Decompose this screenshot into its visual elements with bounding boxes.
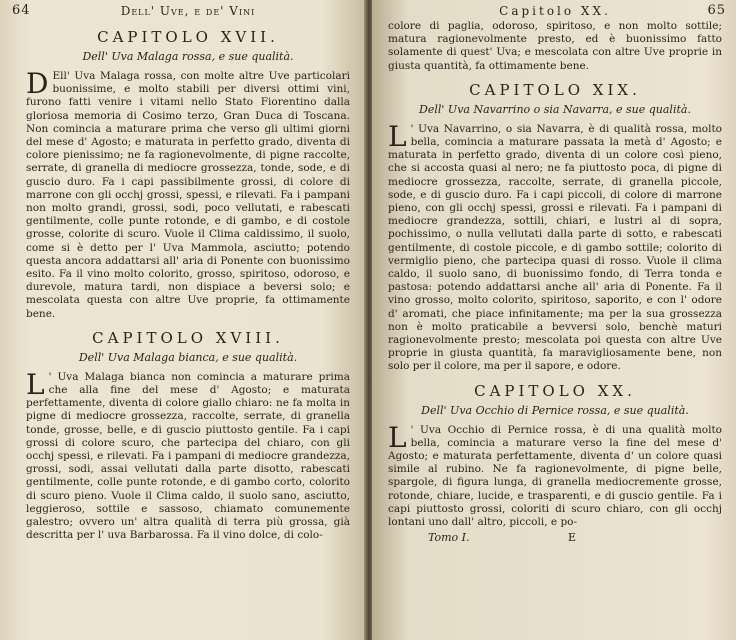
running-head xyxy=(12,2,350,20)
running-head xyxy=(388,2,726,20)
drop-cap: D xyxy=(26,67,49,100)
chapter-subtitle: Dell' Uva Navarrino o sia Navarra, e sue qualità. xyxy=(419,102,691,116)
chapter-text: Ell' Uva Malaga rossa, con molte altre Uve particolari buonissime, e molto stabili per diversi ottimi vini, furono fatti venire i vitami nello Stato Fiorentino dalla gloriosa memoria di Cosimo terzo, Gran Duca di Toscana. Non comincia a maturare prima che verso gli ultimi giorni del mese d' Agosto; e maturata in perfetto grado, diventa di colore pienissimo; ne fa ragionevolmente, di pigne raccolte, serrate, di granella di mediocre grossezza, tonde, sode, e di guscio duro. Fa i capi passibilmente grossi, di colore di marrone con gli occhj grossi, spessi, e rilevati. Fa i pampani non molto grandi, grossi, sodi, poco vellutati, e rabescati gentilmente, colle punte rotonde, e di gambo, e di costole grosse, colorite di scuro. Vuole il Clima caldissimo, il suolo, come si è detto per l' Uva Mammola, asciutto; potendo questa ancora addattarsi all' aria di Ponente con buonissimo esito. Fa il vino molto colorito, grosso, spiritoso, odoroso, e durevole, matura tardi, non dispiace a beversi solo; e mescolata questa con altre Uve proprie, fa ottimamente bene. xyxy=(26,70,350,320)
chapter-heading: CAPITOLO XIX. xyxy=(469,80,641,99)
running-head-title: Capitolo XX. xyxy=(499,4,611,18)
running-head-title: Dell' Uve, e de' Vini xyxy=(120,4,256,18)
chapter-xviii xyxy=(26,329,350,543)
chapter-subtitle: Dell' Uva Malaga rossa, e sue qualità. xyxy=(82,50,294,63)
chapter-body xyxy=(388,119,722,374)
chapter-subtitle: Dell' Uva Occhio di Pernice rossa, e sue qualità. xyxy=(421,403,689,417)
chapter-text: ' Uva Occhio di Pernice rossa, è di una qualità molto bella, comincia a maturare verso la fine del mese d' Agosto; e maturata perfettamente, diventa d' un colore quasi simile al rubino. Ne fa ragionevolmente, di pigne belle, spargole, di figura lunga, di granella mediocremente grosse, rotonde, chiare, lucide, e trasparenti, e di guscio gentile. Fa i capi piuttosto grossi, coloriti di scuro chiaro, con gli occhj lontani uno dall' altro, piccoli, e po- xyxy=(388,423,722,529)
chapter-heading: CAPITOLO XVIII. xyxy=(92,328,284,347)
chapter-xix xyxy=(388,81,722,374)
volume-label: Tomo I. xyxy=(428,531,470,545)
signature-mark: E xyxy=(568,531,577,545)
page-number: 64 xyxy=(12,3,31,18)
chapter-xx xyxy=(388,382,722,530)
chapter-text: ' Uva Navarrino, o sia Navarra, è di qualità rossa, molto bella, comincia a maturare passata la metà d' Agosto; e maturata in perfetto grado, diventa di un colore così pieno, che si accosta quasi al nero; ne fa piuttosto poca, di pigne di mediocre grossezza, raccolte, serrate, di granella piccole, sode, e di guscio duro. Fa i capi piccoli, di colore di marrone pieno, con gli occhj spessi, grossi e rilevati. Fa i pampani di mediocre grandezza, sottili, chiari, e lustri al di sopra, pochissimo, o nulla vellutati dalla parte di sotto, e rabescati gentilmente, di costole piccole, e di gambo sottile; colorito di vermiglio pieno, che partecipa quasi di rosso. Vuole il clima caldo, il suolo sano, di buonissimo fondo, di Terra tonda e pastosa: potendo addattarsi anche all' aria di Ponente. Fa il vino grosso, molto colorito, spiritoso, saporito, e con l' odore d' aromati, che piace infinitamente; ma per la sua grossezza non è molto praticabile a bevversi solo, benchè maturi ragionevolmente presto; mescolata poi questa con altre Uve proprie in giusta quantità, fa maravigliosamente bene, non solo per il colore, ma per il sapore, e odore. xyxy=(388,122,722,373)
chapter-body xyxy=(26,367,350,543)
chapter-heading: CAPITOLO XX. xyxy=(474,381,636,400)
drop-cap: L xyxy=(388,119,407,153)
chapter-body xyxy=(26,67,350,321)
continuation-text: colore di paglia, odoroso, spiritoso, e non molto sottile; matura ragionevolmente presto, ed è buonissimo fatto solamente di quest' Uva; e mescolata con altre Uve proprie in giusta quantità, fa ottimamente bene. xyxy=(388,20,722,72)
page-number: 65 xyxy=(707,3,726,18)
chapter-body xyxy=(388,420,722,530)
drop-cap: L xyxy=(26,367,45,401)
chapter-text: ' Uva Malaga bianca non comincia a maturare prima che alla fine del mese d' Agosto; e maturata perfettamente, diventa di colore giallo chiaro: ne fa molta in pigne di mediocre grossezza, raccolte, serrate, di granella tonde, grosse, belle, e di guscio piuttosto gentile. Fa i capi grossi di colore scuro, che partecipa del chiaro, con gli occhj spessi, e rilevati. Fa i pampani di mediocre grandezza, grossi, sodi, assai vellutati dalla parte disotto, rabescati gentilmente, colle punte rotonde, e di gambo corto, colorito di scuro pieno. Vuole il Clima caldo, il suolo sano, asciutto, leggieroso, sottile e sassoso, chiamato comunemente galestro; ovvero un' altra qualità di terra più grossa, già descritta per l' uva Barbarossa. Fa il vino dolce, di colo- xyxy=(26,370,350,542)
right-page xyxy=(372,0,736,640)
drop-cap: L xyxy=(388,420,407,454)
chapter-subtitle: Dell' Uva Malaga bianca, e sue qualità. xyxy=(78,350,298,364)
page-footer xyxy=(388,531,722,545)
chapter-heading: CAPITOLO XVII. xyxy=(97,28,279,46)
left-page xyxy=(0,0,366,640)
chapter-xvii xyxy=(26,28,350,321)
